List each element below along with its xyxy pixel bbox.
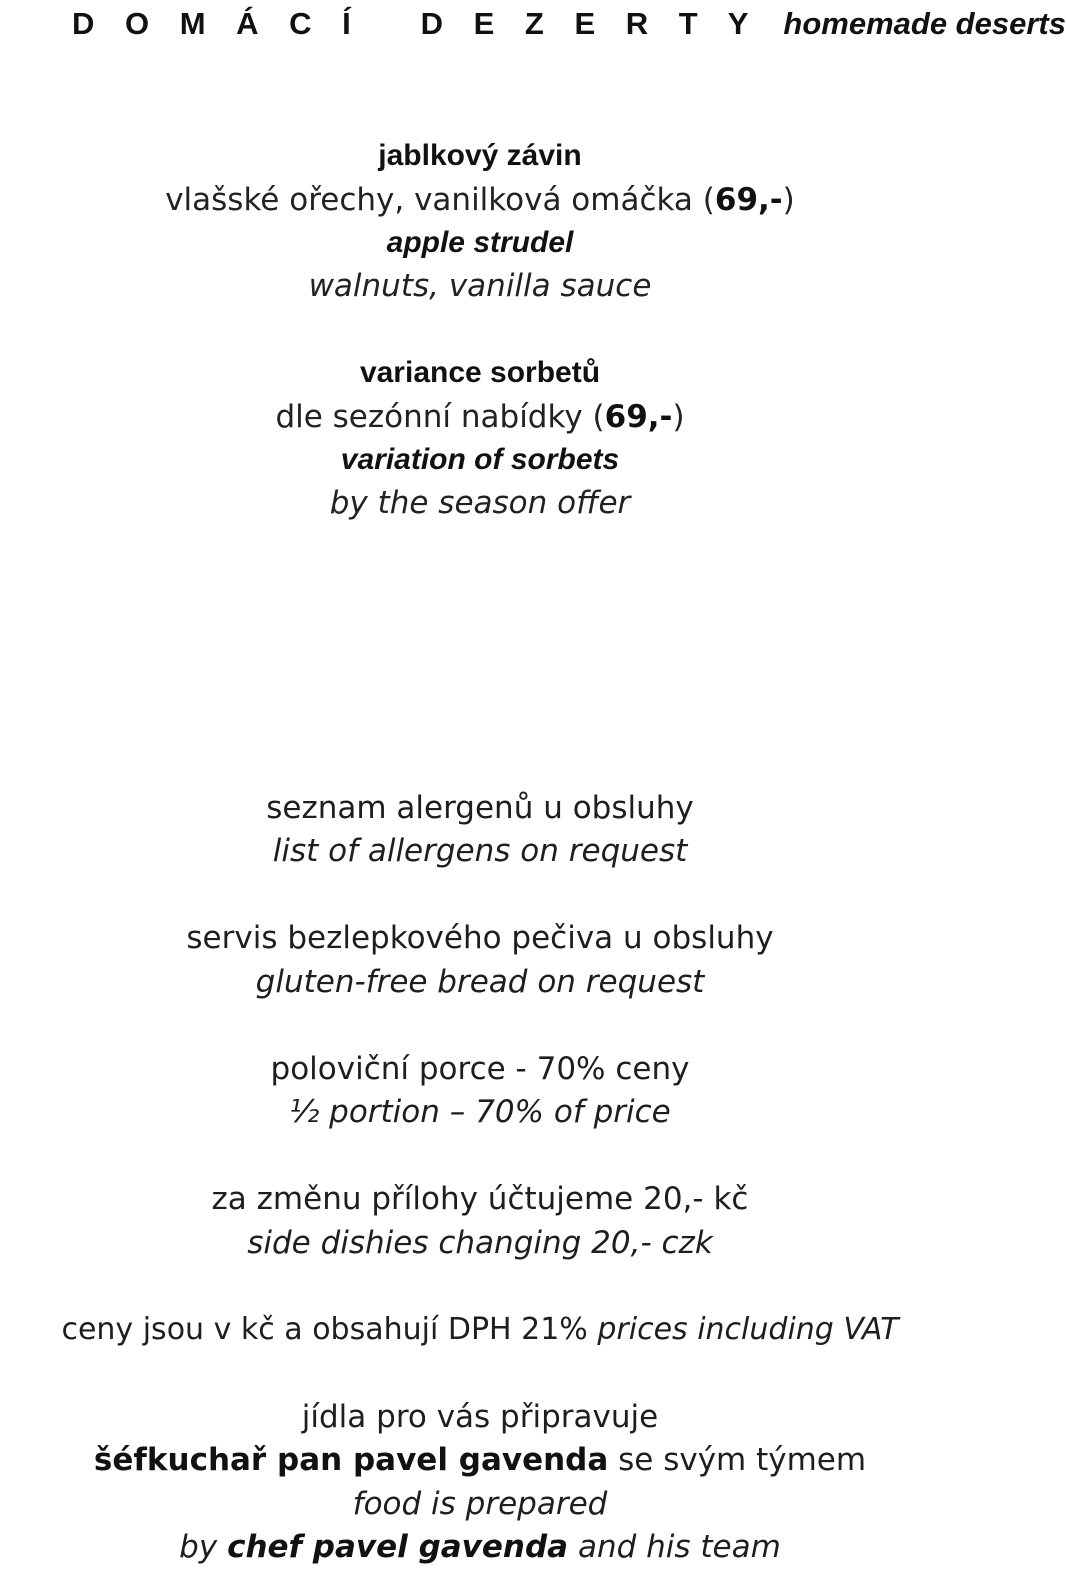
- dish-1-description-english: walnuts, vanilla sauce: [308, 268, 652, 304]
- chef-name-czech: šéfkuchař pan pavel gavenda: [93, 1442, 609, 1478]
- allergens-note-czech: seznam alergenů u obsluhy: [266, 790, 694, 826]
- dish-2-description-czech: dle sezónní nabídky (69,-): [275, 399, 685, 435]
- footer-chef-czech: [0, 1440, 960, 1480]
- gluten-note-czech: servis bezlepkového pečiva u obsluhy: [186, 920, 774, 956]
- vat-note: [0, 1310, 960, 1350]
- dish-2-description-english: by the season offer: [329, 485, 631, 521]
- chef-name-english: chef pavel gavenda: [227, 1529, 569, 1565]
- dish-1-price: 69,-: [714, 182, 783, 218]
- footer-chef-english: [0, 1527, 960, 1567]
- vat-note-czech: ceny jsou v kč a obsahují DPH 21%: [61, 1312, 588, 1347]
- dish-1-name-english: apple strudel: [386, 226, 574, 259]
- footer-line-prepared-czech: jídla pro vás připravuje: [301, 1399, 659, 1435]
- dish-1-description-czech: vlašské ořechy, vanilková omáčka (69,-): [165, 182, 795, 218]
- half-portion-note-czech: poloviční porce - 70% ceny: [270, 1051, 690, 1087]
- side-change-note-english: side dishies changing 20,- czk: [247, 1225, 713, 1261]
- dish-2-price: 69,-: [604, 399, 673, 435]
- dish-2-desc-text: dle sezónní nabídky: [275, 399, 583, 435]
- side-change-note-czech: za změnu přílohy účtujeme 20,- kč: [211, 1181, 749, 1217]
- menu-title-english: homemade deserts: [783, 6, 1066, 41]
- vat-note-english: prices including VAT: [597, 1312, 899, 1347]
- footer-line-prepared-english: food is prepared: [352, 1486, 608, 1522]
- chef-team-english: and his team: [568, 1529, 781, 1565]
- dish-2-name-czech: variance sorbetů: [359, 356, 601, 389]
- dish-1-desc-text: vlašské ořechy, vanilková omáčka: [165, 182, 693, 218]
- allergens-note-english: list of allergens on request: [272, 833, 688, 869]
- menu-header: [72, 4, 1066, 44]
- chef-team-czech: se svým týmem: [608, 1442, 867, 1478]
- gluten-note-english: gluten-free bread on request: [255, 964, 705, 1000]
- dish-2-name-english: variation of sorbets: [340, 443, 620, 476]
- chef-by-english: by: [179, 1529, 228, 1565]
- half-portion-note-english: ½ portion – 70% of price: [289, 1094, 671, 1130]
- dish-1-name-czech: jablkový závin: [378, 139, 582, 172]
- menu-title-czech: D O M Á C Í D E Z E R T Y: [72, 6, 760, 41]
